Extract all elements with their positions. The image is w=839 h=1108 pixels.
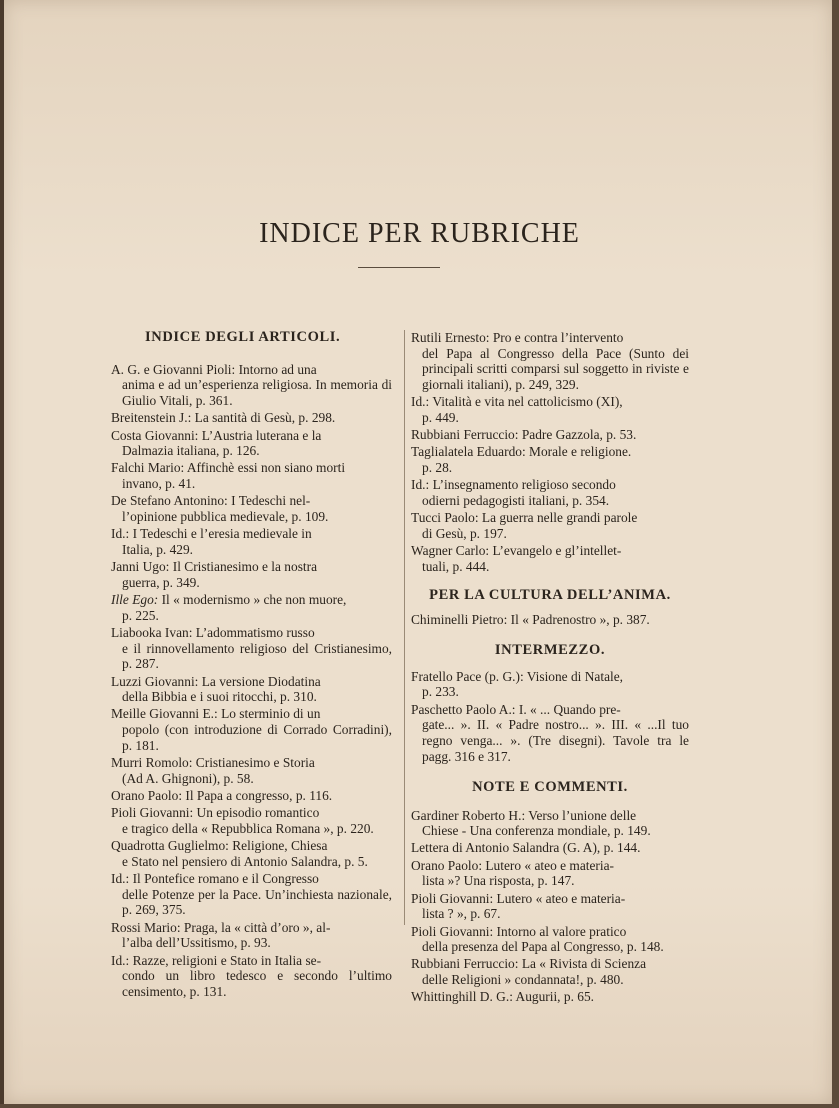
page-edge-right (832, 0, 839, 1108)
index-entry: Luzzi Giovanni: La versione Diodatina della Bibbia e i suoi ritocchi, p. 310. (111, 673, 321, 705)
index-entry: Rubbiani Ferruccio: La « Rivista di Scienza delle Religioni » condannata!, p. 480. (411, 956, 647, 988)
right-column (411, 330, 689, 1007)
index-entry: Ille Ego: Il « modernismo » che non muore, p. 225. (111, 592, 347, 623)
index-entry: Gardiner Roberto H.: Verso l’unione delle Chiese - Una conferenza mondiale, p. 149. (411, 807, 651, 839)
section-heading-cultura: PER LA CULTURA DELL’ANIMA. (429, 587, 671, 604)
spacer (411, 796, 689, 808)
index-entry: Taglialatela Eduardo: Morale e religione. p. 28. (411, 444, 632, 476)
index-entry: Janni Ugo: Il Cristianesimo e la nostra guerra, p. 349. (111, 559, 318, 590)
index-entry: A. G. e Giovanni Pioli: Intorno ad una anima e ad un’esperienza religiosa. In memoria di Giulio Vitali, p. 361. (111, 361, 392, 409)
articoli-list (111, 362, 392, 1000)
section-heading-note: NOTE E COMMENTI. (472, 778, 628, 795)
index-entry: Rutili Ernesto: Pro e contra l’intervento del Papa al Congresso della Pace (Sunto dei principali scritti comparsi sul soggetto in riviste e giornali italiani), p. 249, 329. (411, 330, 689, 393)
articoli-list-continued (411, 330, 689, 575)
index-entry: Costa Giovanni: L’Austria luterana e la Dalmazia italiana, p. 126. (111, 427, 322, 459)
left-column (111, 330, 392, 1001)
index-entry: Id.: L’insegnamento religioso secondo odierni pedagogisti italiani, p. 354. (411, 477, 616, 509)
page-edge-bottom (0, 1104, 839, 1108)
index-entry: Chiminelli Pietro: Il « Padrenostro », p. 387. (411, 611, 650, 627)
index-entry: Id.: Vitalità e vita nel cattolicismo (XI), p. 449. (411, 394, 623, 426)
index-entry: Paschetto Paolo A.: I. « ... Quando pre- gate... ». II. « Padre nostro... ». III. « ...Il tuo regno venga... ». (Tre disegni). Tavole tra le pagg. 316 e 317. (411, 701, 689, 764)
index-entry: Tucci Paolo: La guerra nelle grandi parole di Gesù, p. 197. (411, 510, 638, 541)
spacer (411, 659, 689, 669)
section-heading-intermezzo: INTERMEZZO. (494, 641, 606, 658)
index-entry: Whittinghill D. G.: Augurii, p. 65. (411, 989, 595, 1005)
title-rule (358, 267, 440, 268)
index-entry: Quadrotta Guglielmo: Religione, Chiesa e Stato nel pensiero di Antonio Salandra, p. 5. (111, 838, 368, 869)
index-entry: Fratello Pace (p. G.): Visione di Natale, p. 233. (411, 668, 624, 700)
index-entry: Rossi Mario: Praga, la « città d’oro », al- l’alba dell’Ussitismo, p. 93. (111, 919, 331, 951)
spacer (411, 629, 689, 643)
column-divider (404, 330, 405, 925)
index-entry: Pioli Giovanni: Lutero « ateo e materia- lista ? », p. 67. (411, 890, 626, 922)
spacer (411, 766, 689, 780)
index-entry: Murri Romolo: Cristianesimo e Storia (Ad A. Ghignoni), p. 58. (111, 755, 315, 786)
page-title: INDICE PER RUBRICHE (259, 218, 580, 249)
index-entry: Pioli Giovanni: Intorno al valore pratico della presenza del Papa al Congresso, p. 148. (411, 923, 664, 955)
index-entry: Breitenstein J.: La santità di Gesù, p. 298. (111, 410, 336, 426)
section-heading-articoli: INDICE DEGLI ARTICOLI. (145, 329, 341, 345)
index-entry: Id.: Il Pontefice romano e il Congresso delle Potenze per la Pace. Un’inchiesta nazionale, p. 269, 375. (111, 871, 392, 918)
index-entry: Pioli Giovanni: Un episodio romantico e tragico della « Repubblica Romana », p. 220. (111, 805, 374, 836)
index-entry: De Stefano Antonino: I Tedeschi nel- l’opinione pubblica medievale, p. 109. (111, 493, 329, 525)
index-entry: Lettera di Antonio Salandra (G. A), p. 144. (411, 840, 641, 856)
index-entry: Id.: I Tedeschi e l’eresia medievale in Italia, p. 429. (111, 526, 312, 557)
index-entry: Id.: Razze, religioni e Stato in Italia se- condo un libro tedesco e secondo l’ultimo censimento, p. 131. (111, 952, 392, 999)
index-entry: Liabooka Ivan: L’adommatismo russo e il rinnovellamento religioso del Cristianesimo, p. 287. (111, 624, 392, 672)
index-entry: Orano Paolo: Il Papa a congresso, p. 116. (111, 787, 333, 803)
index-entry: Wagner Carlo: L’evangelo e gl’intellet- tuali, p. 444. (411, 543, 622, 574)
index-entry: Meille Giovanni E.: Lo sterminio di un popolo (con introduzione di Corrado Corradini), p. 181. (111, 706, 392, 753)
index-entry: Orano Paolo: Lutero « ateo e materia- lista »? Una risposta, p. 147. (411, 857, 615, 889)
index-entry: Rubbiani Ferruccio: Padre Gazzola, p. 53. (411, 427, 637, 443)
spacer (411, 604, 689, 612)
index-entry: Falchi Mario: Affinchè essi non siano morti invano, p. 41. (111, 460, 346, 492)
